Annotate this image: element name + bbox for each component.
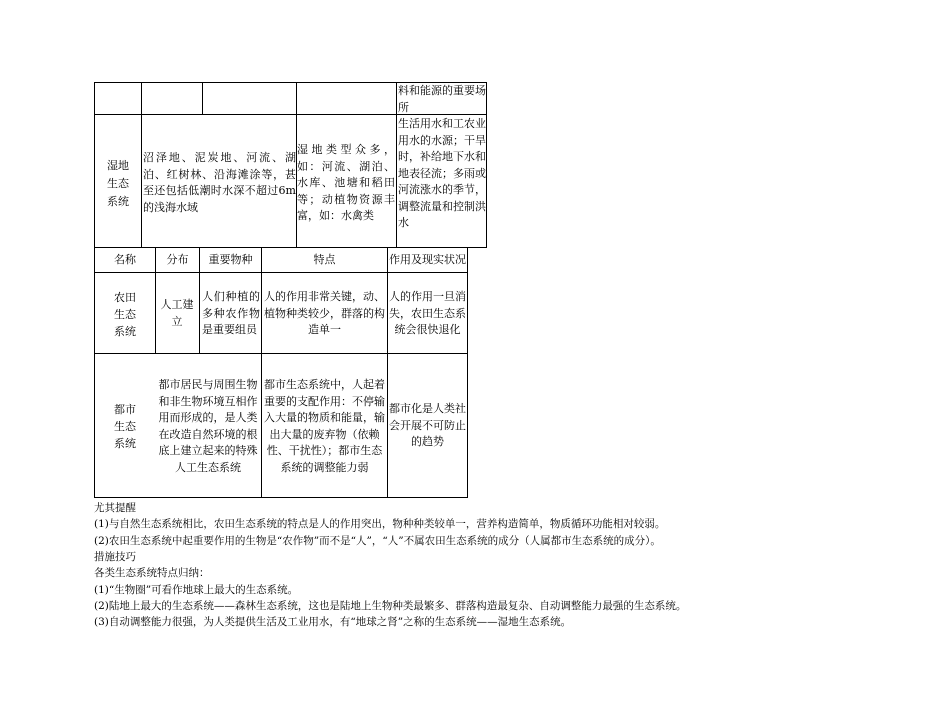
- table-rule: [94, 353, 468, 354]
- table-cell-city-features: 都市生态系统中，人起着重要的支配作用：不停输入大量的物质和能量，输出大量的废弃物（依赖性、干扰性）；都市生态系统的调整能力弱: [264, 378, 385, 474]
- table-rule: [396, 82, 397, 247]
- table-rule: [141, 82, 142, 247]
- table-cell-farm-status: 人的作用一旦消失，农田生态系统会很快退化: [389, 290, 466, 336]
- notes-paragraph: (2)陆地上最大的生态系统——森林生态系统，这也是陆地上生物种类最繁多、群落构造最复杂、自动调整能力最强的生态系统。: [94, 600, 687, 612]
- table-cell-farm-species: 人们种植的多种农作物是重要组员: [202, 290, 260, 336]
- table-cell-farm-distribution: 人工建立: [160, 298, 194, 328]
- table-cell-city-status: 都市化是人类社会开展不可防止的趋势: [389, 402, 466, 448]
- table-rule: [94, 247, 95, 498]
- table-header-features: 特点: [313, 253, 336, 266]
- table-rule: [94, 497, 468, 498]
- table-rule: [94, 82, 95, 247]
- table-cell-wetland-role: 生活用水和工农业用水的水源；干旱时，补给地下水和地表径流；多雨或河流涨水的季节，调整流量和控制洪水: [398, 117, 486, 229]
- notes-heading-tips: 措施技巧: [94, 551, 136, 563]
- notes-paragraph: 各类生态系统特点归纳：: [94, 567, 210, 579]
- table-rule: [202, 82, 203, 115]
- table-rule: [94, 247, 468, 248]
- notes-paragraph: (3)自动调整能力很强，为人类提供生活及工业用水，有“地球之肾”之称的生态系统——湿地生态系统。: [94, 616, 572, 628]
- table-header-distribution: 分布: [166, 253, 189, 266]
- table-header-name: 名称: [114, 253, 136, 266]
- notes-paragraph: (1)“生物圈”可看作地球上最大的生态系统。: [94, 584, 299, 596]
- table-rule: [94, 272, 468, 273]
- table-cell-wetland-name: 湿地生态系统: [107, 159, 129, 208]
- notes-paragraph: (2)农田生态系统中起重要作用的生物是“农作物”而不是“人”，“人”不属农田生态系统的成分（人属都市生态系统的成分）。: [94, 535, 661, 547]
- table-cell-wetland-distribution: 沼泽地、泥炭地、河流、湖泊、红树林、沿海滩涂等，甚至还包括低潮时水深不超过6m的浅海水域: [143, 151, 296, 214]
- table-cell-role-continued: 料和能源的重要场所: [398, 84, 486, 114]
- table-header-role: 作用及现实状况: [389, 253, 466, 266]
- table-cell-city-name: 都市生态系统: [114, 403, 136, 450]
- table-rule: [486, 82, 487, 247]
- table-cell-city-species: 都市居民与周围生物和非生物环境互相作用而形成的，是人类在改造自然环境的根底上建立起来的特殊人工生态系统: [158, 378, 258, 474]
- table-rule: [387, 247, 388, 498]
- table-rule: [467, 247, 468, 498]
- table-cell-farm-features: 人的作用非常关键，动、植物种类较少，群落的构造单一: [264, 290, 385, 336]
- table-cell-wetland-features: 湿地类型众多，如：河流、湖泊、水库、池塘和稻田等；动植物资源丰富，如：水禽类: [297, 143, 395, 222]
- table-rule: [261, 247, 262, 498]
- notes-heading-reminder: 尤其提醒: [94, 502, 136, 514]
- table-cell-farm-name: 农田生态系统: [114, 291, 136, 338]
- notes-paragraph: (1)与自然生态系统相比，农田生态系统的特点是人的作用突出，物种种类较单一，营养构造简单，物质循环功能相对较弱。: [94, 518, 666, 530]
- table-header-species: 重要物种: [208, 253, 253, 266]
